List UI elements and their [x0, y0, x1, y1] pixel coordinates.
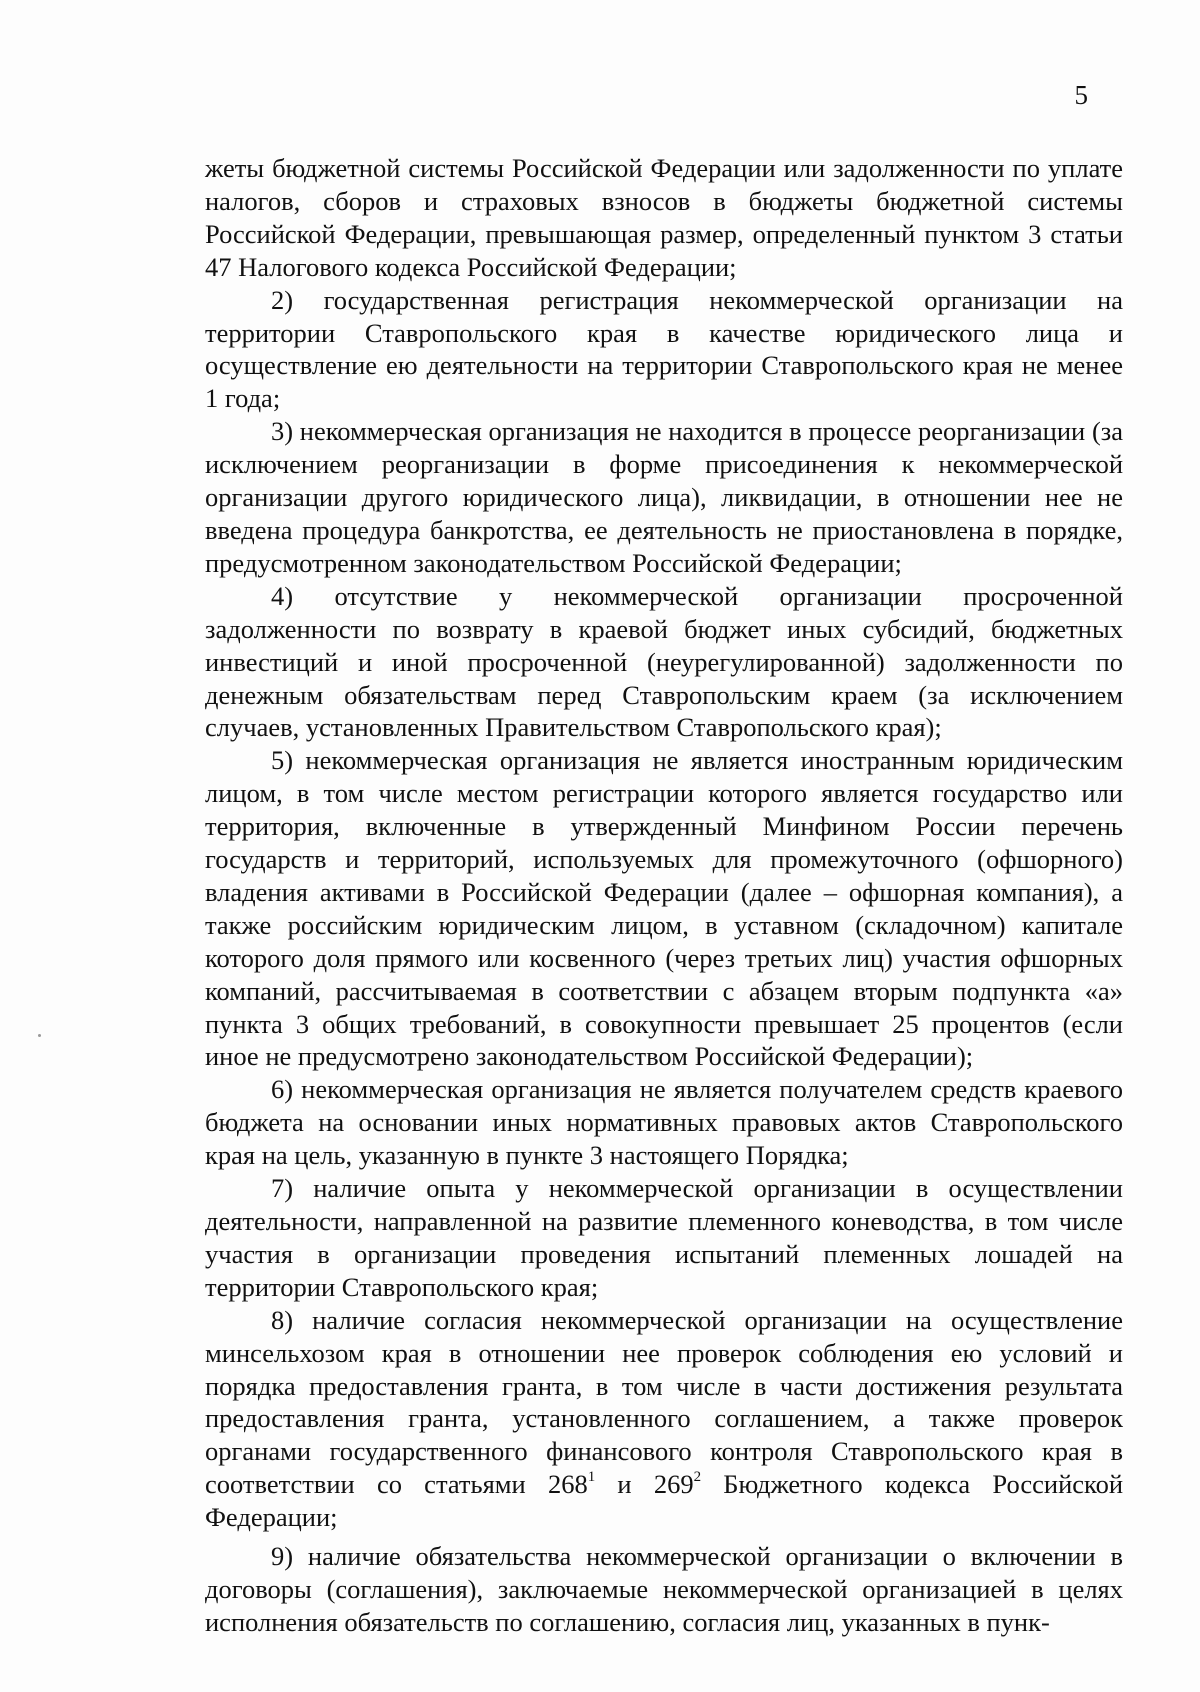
page-number: 5	[1074, 80, 1088, 110]
paragraph-item-9: 9) наличие обязательства некоммерческой организации о включении в договоры (соглашения), заключаемые некоммерческой организацией в целях исполнения обязательств по соглашению, согласия лиц, указанных в пунк-	[205, 1541, 1123, 1637]
paragraph-item-4: 4) отсутствие у некоммерческой организации просроченной задолженности по возврату в краевой бюджет иных субсидий, бюджетных инвестиций и иной просроченной (неурегулированной) задолженности по денежным обязательствам перед Ставропольским краем (за исключением случаев, установленных Правительством Ставропольского края);	[205, 580, 1123, 743]
paragraph-continuation: жеты бюджетной системы Российской Федерации или задолженности по уплате налогов, сборов и страховых взносов в бюджеты бюджетной системы Российской Федерации, превышающая размер, определенный пунктом 3 статьи 47 Налогового кодекса Российской Федерации;	[205, 153, 1123, 282]
footnote-superscript-2: 2	[693, 1469, 702, 1486]
paragraph-item-7: 7) наличие опыта у некоммерческой организации в осуществлении деятельности, направленной на развитие племенного коневодства, в том числе участия в организации проведения испытаний племенных лошадей на территории Ставропольского края;	[205, 1173, 1123, 1302]
paragraph-item-8	[205, 1304, 1123, 1534]
paragraph-item-8-text-after: Бюджетного кодекса Российской Федерации;	[205, 1469, 1123, 1533]
paragraph-item-8-text-before: 8) наличие согласия некоммерческой организации на осуществление минсельхозом края в отношении нее проверок соблюдения ею условий и порядка предоставления гранта, в том числе в части достижения результата предоставления гранта, установленного соглашением, а также проверок органами государственного финансового контроля Ставропольского края в соответствии со статьями 268	[205, 1304, 1123, 1500]
paragraph-item-5: 5) некоммерческая организация не является иностранным юридическим лицом, в том числе местом регистрации которого является государство или территория, включенные в утвержденный Минфином России перечень государств и территорий, используемых для промежуточного (офшорного) владения активами в Российской Федерации (далее – офшорная компания), а также российским юридическим лицом, в уставном (складочном) капитале которого доля прямого или косвенного (через третьих лиц) участия офшорных компаний, рассчитываемая в соответствии с абзацем вторым подпункта «а» пункта 3 общих требований, в совокупности превышает 25 процентов (если иное не предусмотрено законодательством Российской Федерации);	[205, 745, 1123, 1072]
paragraph-item-3: 3) некоммерческая организация не находится в процессе реорганизации (за исключением реорганизации в форме присоединения к некоммерческой организации другого юридического лица), ликвидации, в отношении нее не введена процедура банкротства, ее деятельность не приостановлена в порядке, предусмотренном законодательством Российской Федерации;	[205, 416, 1123, 578]
paragraph-item-8-text-mid: и 269	[595, 1469, 694, 1500]
paragraph-item-6: 6) некоммерческая организация не является получателем средств краевого бюджета на основании иных нормативных правовых актов Ставропольского края на цель, указанную в пункте 3 настоящего Порядка;	[205, 1074, 1123, 1171]
scan-speck	[38, 1034, 41, 1037]
document-body	[205, 152, 1123, 1639]
footnote-superscript-1: 1	[587, 1469, 596, 1486]
paragraph-item-2: 2) государственная регистрация некоммерческой организации на территории Ставропольского края в качестве юридического лица и осуществление ею деятельности на территории Ставропольского края не менее 1 года;	[205, 284, 1123, 414]
